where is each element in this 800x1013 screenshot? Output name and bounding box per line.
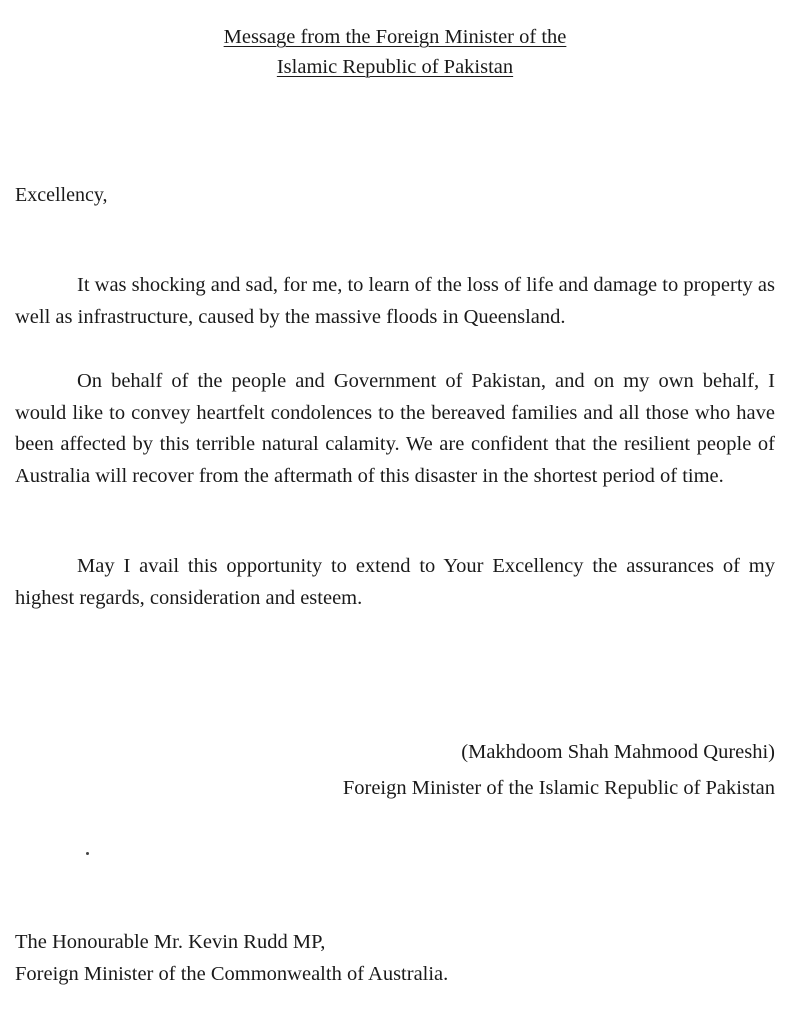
title-line-1-text: Message from the Foreign Minister of the [223,26,567,48]
addressee-title: Foreign Minister of the Commonwealth of Australia. [15,963,449,985]
title-line-2 [0,52,790,82]
signatory-title: Foreign Minister of the Islamic Republic of Pakistan [342,777,775,799]
title-line-2-text: Islamic Republic of Pakistan [276,56,514,78]
scan-speck [86,852,89,855]
body-paragraph-3: May I avail this opportunity to extend to Your Excellency the assurances of my highest regards, consideration and esteem. [15,555,775,609]
salutation: Excellency, [15,184,108,206]
body-paragraph-2: On behalf of the people and Government of Pakistan, and on my own behalf, I would like to convey heartfelt condolences to the bereaved families and all those who have been affected by this terrible natural calamity. We are confident that the resilient people of Australia will recover from the aftermath of this disaster in the shortest period of time. [15,370,775,487]
addressee-name: The Honourable Mr. Kevin Rudd MP, [15,931,326,953]
signatory-name: (Makhdoom Shah Mahmood Qureshi) [461,741,775,763]
body-paragraph-1: It was shocking and sad, for me, to learn of the loss of life and damage to property as well as infrastructure, caused by the massive floods in Queensland. [15,274,775,328]
letter-title [0,22,790,82]
addressee-block [15,926,448,990]
title-line-1 [0,22,790,52]
signature-block [343,734,775,806]
